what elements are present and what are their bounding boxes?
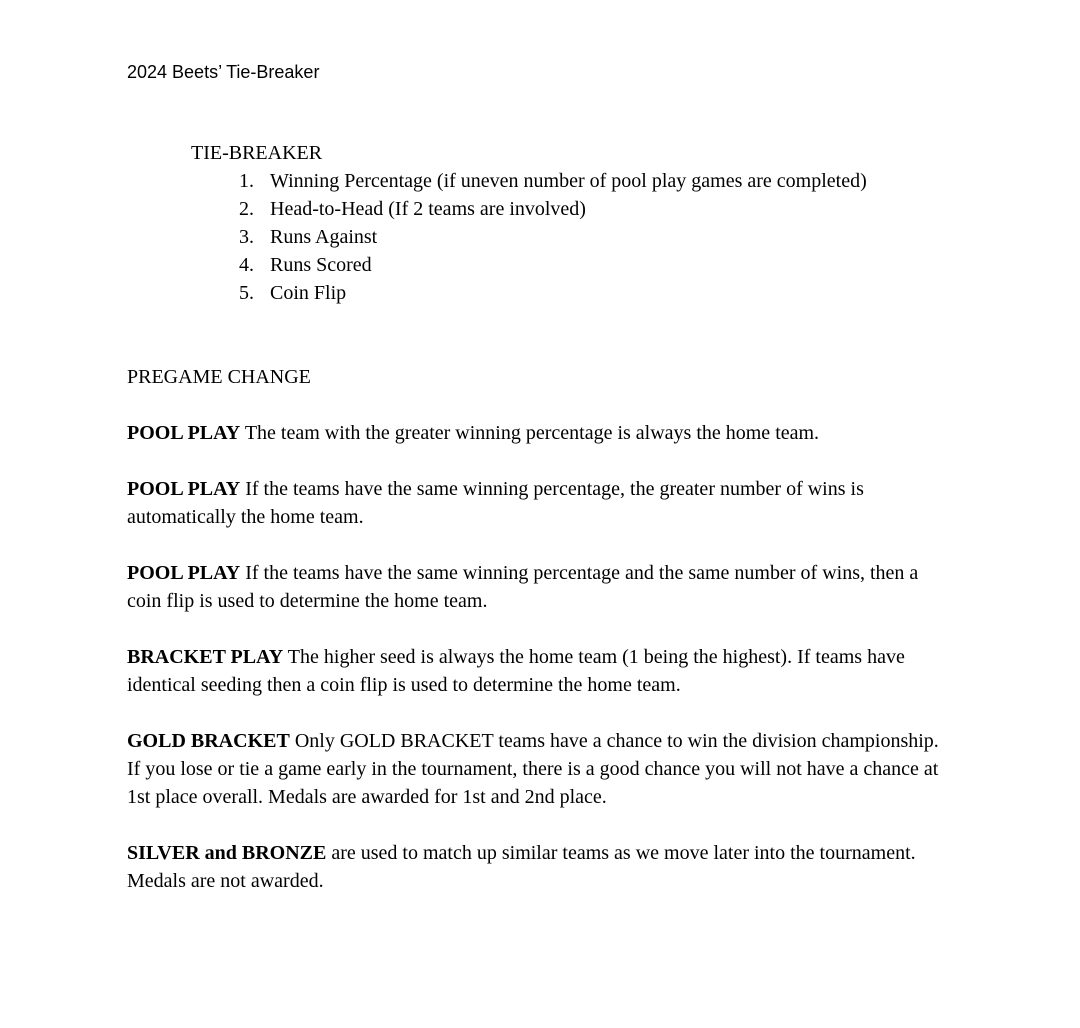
rule-label: GOLD BRACKET — [127, 730, 290, 752]
rule-text: The higher seed is always the home team (1 being the highest). If teams have identical seeding then a coin flip is used to determine the home team. — [127, 646, 905, 696]
rule-label: SILVER and BRONZE — [127, 842, 327, 864]
tie-breaker-item-number: 2. — [239, 198, 254, 220]
rule-label: POOL PLAY — [127, 562, 241, 584]
tie-breaker-item-text: Runs Scored — [270, 254, 372, 276]
rule-text: If the teams have the same winning percentage, the greater number of wins is automatically the home team. — [127, 478, 864, 528]
tie-breaker-item — [191, 167, 867, 195]
rule-paragraph — [127, 643, 957, 699]
rule-label: BRACKET PLAY — [127, 646, 284, 668]
tie-breaker-list — [191, 167, 867, 307]
rule-label: POOL PLAY — [127, 478, 241, 500]
tie-breaker-item-text: Winning Percentage (if uneven number of pool play games are completed) — [270, 170, 867, 192]
rule-paragraph — [127, 419, 957, 447]
rule-paragraph — [127, 475, 957, 531]
rule-text: The team with the greater winning percentage is always the home team. — [240, 422, 820, 444]
pregame-change-heading: PREGAME CHANGE — [127, 366, 311, 388]
tie-breaker-item-text: Runs Against — [270, 226, 378, 248]
document-header-title: 2024 Beets’ Tie-Breaker — [127, 62, 320, 82]
rule-text: If the teams have the same winning percentage and the same number of wins, then a coin flip is used to determine the home team. — [127, 562, 919, 612]
rule-paragraph — [127, 839, 957, 895]
rule-text: Only GOLD BRACKET teams have a chance to win the division championship. If you lose or tie a game early in the tournament, there is a good chance you will not have a chance at 1st place overall. Medals are awarded for 1st and 2nd place. — [127, 730, 939, 808]
tie-breaker-item-text: Coin Flip — [270, 282, 347, 304]
tie-breaker-item — [191, 195, 867, 223]
rule-text: are used to match up similar teams as we move later into the tournament. Medals are not awarded. — [127, 842, 916, 892]
tie-breaker-item-number: 1. — [239, 170, 254, 192]
tie-breaker-item-number: 5. — [239, 282, 254, 304]
tie-breaker-item-text: Head-to-Head (If 2 teams are involved) — [270, 198, 586, 220]
tie-breaker-item — [191, 279, 867, 307]
tie-breaker-heading: TIE-BREAKER — [191, 142, 323, 164]
rule-label: POOL PLAY — [127, 422, 241, 444]
rule-paragraph — [127, 559, 957, 615]
tie-breaker-item — [191, 251, 867, 279]
tie-breaker-item-number: 3. — [239, 226, 254, 248]
rule-paragraph — [127, 727, 957, 811]
tie-breaker-item — [191, 223, 867, 251]
tie-breaker-item-number: 4. — [239, 254, 254, 276]
